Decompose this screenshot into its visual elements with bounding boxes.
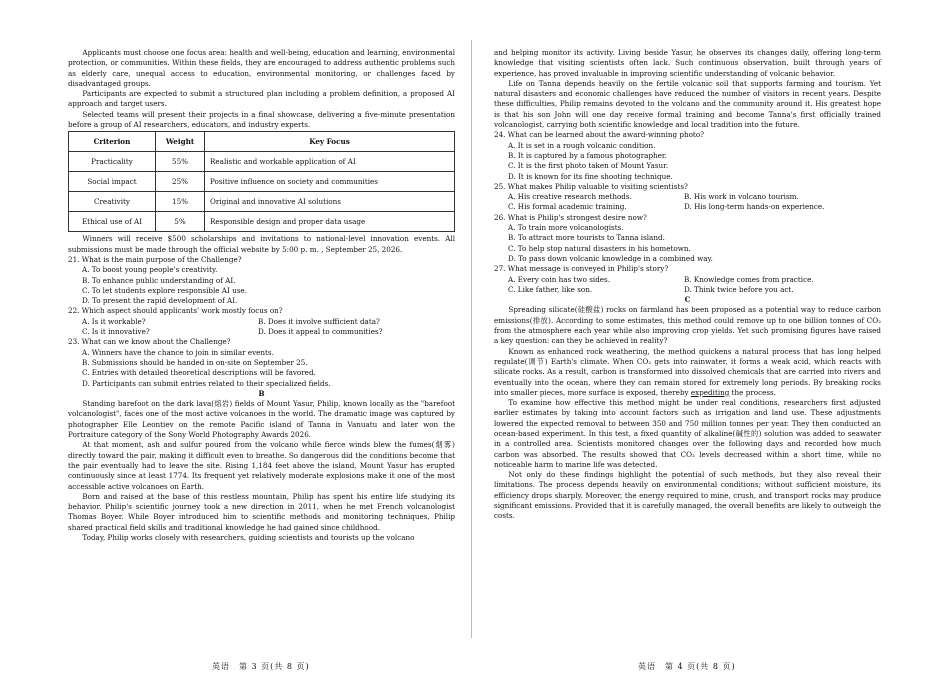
passage-a-paragraph-4: Winners will receive $500 scholarships and invitations to national-level innovation events. All submissions must be made through the official website by 5:00 p. m. , September 25, 2026. [68,234,455,254]
passage-a-paragraph-3: Selected teams will present their projects in a final showcase, delivering a five-minute presentation before a group of AI researchers, educators, and industry experts. [68,109,455,130]
passage-a-paragraph-2: Participants are expected to submit a structured plan including a problem definition, a proposed AI approach and target users. [68,89,455,109]
table-cell: Practicality [69,152,156,172]
table-row [69,152,455,172]
question-22 [68,306,455,337]
paragraph-text: the process. [729,387,777,397]
passage-b-continued: and helping monitor its activity. Living beside Yasur, he observes its changes daily, offering long-term knowledge that visiting scientists often lack. Such continuous observation, built through years of experience, has proved invaluable in improving scientific understanding of volcanic behavior. [494,48,881,78]
question-stem: 23. What can we know about the Challenge? [68,337,231,347]
table-cell: Realistic and workable application of AI [205,152,455,172]
passage-b-paragraph-3: Born and raised at the base of this restless mountain, Philip has spent his entire life studying its behavior. Philip's scientific journey took a new direction in 2011, when he met French volcanologist Thomas Boyer. While Boyer introduced him to scientific methods and monitoring techniques, Philip shared practical field skills and traditional knowledge he had gained since childhood. [68,491,455,532]
option-d: D. To present the rapid development of AI. [82,296,238,306]
table-row [69,192,455,212]
option-d: D. It is known for its fine shooting technique. [508,171,673,181]
question-stem: 21. What is the main purpose of the Challenge? [68,254,242,264]
underlined-word: expediting [690,387,730,397]
page-footer-right: 英语 第 4 页(共 8 页) [638,662,736,671]
option-c: C. Like father, like son. [508,284,593,294]
table-cell: 55% [156,152,205,172]
paragraph-text: Known as enhanced rock weathering, the method quickens a natural process that has long helped regulate(调节) Earth's climate. When CO₂ gets into rainwater, it forms a weak acid, which reacts with silicate rocks. As a result, carbon is transformed into dissolved chemicals that are carried into rivers and eventually into the ocean, where they can remain stored for extremely long periods. By breaking rocks into smaller pieces, more surface is exposed, thereby [494,346,881,397]
passage-a-paragraph-1: Applicants must choose one focus area: health and well-being, education and learning, environmental protection, or communities. Within these fields, they are encouraged to address authentic problems such as elderly care, unequal access to education, environmental monitoring, or challenges faced by disadvantaged groups. [68,48,455,88]
option-d: D. His long-term hands-on experience. [684,202,825,212]
right-column [494,48,881,522]
option-b: B. Knowledge comes from practice. [684,274,814,284]
option-d: D. To pass down volcanic knowledge in a combined way. [508,253,713,263]
option-d: D. Participants can submit entries related to their specialized fields. [82,378,331,388]
option-a: A. It is set in a rough volcanic condition. [508,140,656,150]
passage-b-paragraph-5: Life on Tanna depends heavily on the fertile volcanic soil that supports farming and tourism. Yet natural disasters and economic challenges have reduced the number of visitors in recent years. Despite these difficulties, Philip remains devoted to the volcano and the community around it. His greatest hope is that his son John will one day receive formal training and become Tanna's first officially trained volcanologist, carrying both scientific knowledge and local tradition into the future. [494,78,881,130]
table-cell: Responsible design and proper data usage [205,212,455,232]
option-b: B. To attract more tourists to Tanna island. [508,233,665,243]
passage-c-paragraph-2 [494,347,881,398]
option-a: A. His creative research methods. [508,192,632,202]
table-cell: Ethical use of AI [69,212,156,232]
passage-b-paragraph-2: At that moment, ash and sulfur poured from the volcano while fierce winds blew the fumes(烟雾) directly toward the pair, making it difficult even to breathe. So dangerous did the conditions become that the pair eventually had to leave the site. Rising 1,184 feet above the island, Mount Yasur has erupted continuously since at least 1774. Its frequent yet relatively moderate explosions make it one of the most accessible active volcanoes on Earth. [68,440,455,491]
left-column [68,48,455,543]
option-a: A. To boost young people's creativity. [82,265,218,275]
table-row [69,212,455,232]
question-stem: 26. What is Philip's strongest desire now? [494,212,647,222]
question-27 [494,264,881,295]
options-grid [68,317,455,338]
table-cell: 25% [156,172,205,192]
option-c: C. To help stop natural disasters in his hometown. [508,243,691,253]
passage-c-paragraph-4: Not only do these findings highlight the potential of such methods, but they also reveal their limitations. The process depends heavily on environmental conditions; without sufficient moisture, its efficiency drops sharply. Moreover, the energy required to mine, crush, and transport rocks may produce significant emissions. Provided that it is carefully managed, the overall benefits are likely to outweigh the costs. [494,470,881,521]
option-a: A. Winners have the chance to join in similar events. [82,347,274,357]
question-stem: 22. Which aspect should applicants' work mostly focus on? [68,306,283,316]
option-b: B. His work in volcano tourism. [684,192,799,202]
table-row [69,172,455,192]
option-d: D. Think twice before you act. [684,284,794,294]
header-weight: Weight [156,132,205,152]
table-cell: Creativity [69,192,156,212]
option-a: A. Is it workable? [82,316,146,326]
table-cell: Original and innovative AI solutions [205,192,455,212]
question-24 [494,130,881,181]
table-cell: 15% [156,192,205,212]
header-criterion: Criterion [69,132,156,152]
option-c: C. His formal academic training. [508,202,627,212]
option-d: D. Does it appeal to communities? [258,327,383,337]
option-b: B. Submissions should be handed in on-site on September 25. [82,357,308,367]
header-key-focus: Key Focus [205,132,455,152]
option-b: B. Does it involve sufficient data? [258,316,380,326]
page-footer-left: 英语 第 3 页(共 8 页) [212,662,310,671]
passage-c-paragraph-3: To examine how effective this method might be under real conditions, researchers first adjusted earlier estimates by taking into account factors such as irrigation and land use. These adjustments lowered the expected removal to between 350 and 750 million tonnes per year. They then conducted an ocean-based experiment. In this test, a fixed quantity of alkaline(碱性的) solution was added to seawater in a controlled area. Scientists monitored changes over the following days and recorded how much carbon was absorbed. The results showed that CO₂ levels decreased within a short time, while no noticeable harm to marine life was detected. [494,398,881,469]
option-c: C. It is the first photo taken of Mount Yasur. [508,161,669,171]
column-divider [471,40,472,638]
question-21 [68,255,455,306]
options-grid [494,192,881,213]
passage-b-paragraph-1: Standing barefoot on the dark lava(熔岩) fields of Mount Yasur, Philip, known locally as the "barefoot volcanologist", faces one of the most active volcanoes in the world. The dramatic image was captured by photographer Elle Leontiev on the remote Pacific island of Tanna in Vanuatu and later won the Portraiture category of the Sony World Photography Awards 2026. [68,399,455,440]
options-grid [494,275,881,296]
question-23 [68,337,455,388]
section-b-heading: B [258,388,265,398]
option-a: A. Every coin has two sides. [508,274,611,284]
passage-b-paragraph-4: Today, Philip works closely with researchers, guiding scientists and tourists up the volcano [82,532,415,542]
question-stem: 25. What makes Philip valuable to visiting scientists? [494,181,688,191]
option-b: B. It is captured by a famous photographer. [508,150,667,160]
option-c: C. To let students explore responsible AI use. [82,285,247,295]
question-26 [494,213,881,264]
option-c: C. Entries with detailed theoretical descriptions will be favored. [82,368,316,378]
question-stem: 24. What can be learned about the award-winning photo? [494,130,705,140]
option-c: C. Is it innovative? [82,327,150,337]
question-25 [494,182,881,213]
table-cell: Positive influence on society and communities [205,172,455,192]
table-cell: Social impact [69,172,156,192]
table-cell: 5% [156,212,205,232]
passage-c-paragraph-1: Spreading silicate(硅酸盐) rocks on farmland has been proposed as a potential way to reduce carbon emissions(排放). According to some estimates, this method could remove up to one billion tonnes of CO₂ from the atmosphere each year while also improving crop yields. Yet such promising figures have raised a key question: can they be achieved in reality? [494,305,881,346]
section-c-heading: C [684,295,691,305]
criteria-table-header [69,132,455,152]
option-b: B. To enhance public understanding of AI. [82,275,236,285]
option-a: A. To train more volcanologists. [508,223,624,233]
question-stem: 27. What message is conveyed in Philip's story? [494,264,669,274]
criteria-table [68,131,455,232]
